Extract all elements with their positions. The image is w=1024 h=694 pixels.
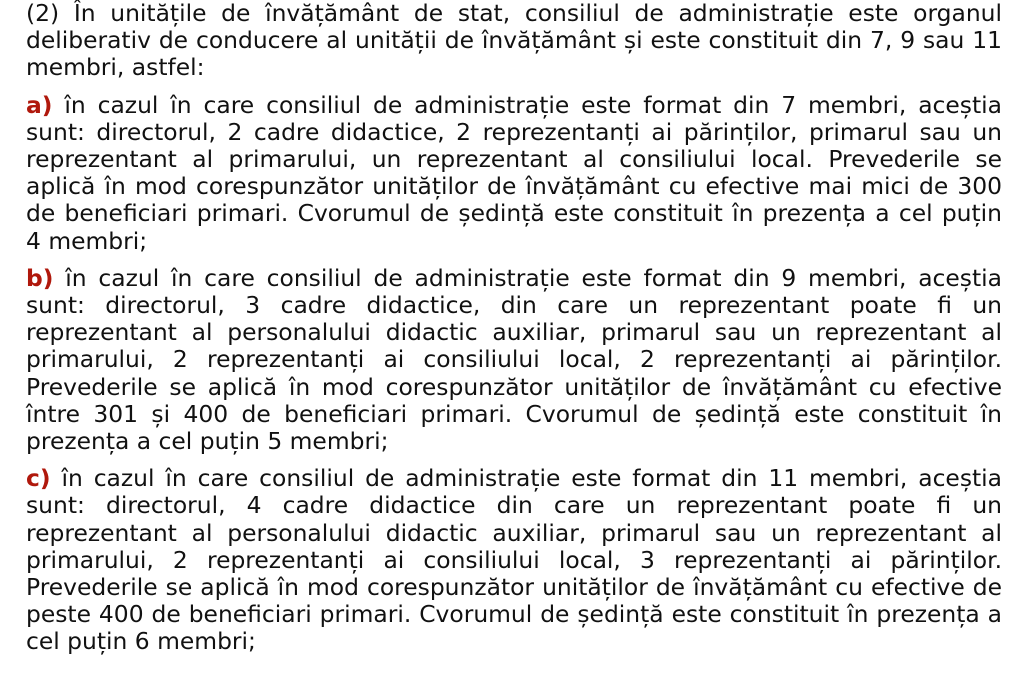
list-item-b (26, 265, 1002, 455)
item-marker-a: a) (26, 90, 53, 119)
item-text-c: în cazul în care consiliul de administrație este format din 11 membri, aceștia sunt: directorul, 4 cadre didactice din care un reprezentant poate fi un reprezentant al personalului didactic auxiliar, primarul sau un reprezentant al primarului, 2 reprezentanți ai consiliului local, 3 reprezentanți ai părinților. Prevederile se aplică în mod corespunzător unităților de învățământ cu efective de peste 400 de beneficiari primari. Cvorumul de ședință este constituit în prezența a cel puțin 6 membri; (26, 464, 1003, 656)
item-text-b: în cazul în care consiliul de administrație este format din 9 membri, aceștia sunt: directorul, 3 cadre didactice, din care un reprezentant poate fi un reprezentant al personalului didactic auxiliar, primarul sau un reprezentant al primarului, 2 reprezentanți ai consiliului local, 2 reprezentanți ai părinților. Prevederile se aplică în mod corespunzător unităților de învățământ cu efective între 301 și 400 de beneficiari primari. Cvorumul de ședință este constituit în prezența a cel puțin 5 membri; (26, 263, 1002, 456)
item-text-a: în cazul în care consiliul de administrație este format din 7 membri, aceștia sunt: directorul, 2 cadre didactice, 2 reprezentanți ai părinților, primarul sau un reprezentant al primarului, un reprezentant al consiliului local. Prevederile se aplică în mod corespunzător unităților de învățământ cu efective mai mici de 300 de beneficiari primari. Cvorumul de ședință este constituit în prezența a cel puțin 4 membri; (26, 90, 1003, 255)
list-item-c (26, 465, 1002, 655)
item-marker-b: b) (26, 263, 54, 292)
list-item-a (26, 92, 1002, 255)
legal-document-excerpt (26, 0, 1002, 656)
intro-paragraph: (2) În unitățile de învățământ de stat, consiliul de administrație este organul deliberativ de conducere al unității de învățământ și este constituit din 7, 9 sau 11 membri, astfel: (26, 0, 1002, 82)
item-marker-c: c) (26, 464, 51, 493)
